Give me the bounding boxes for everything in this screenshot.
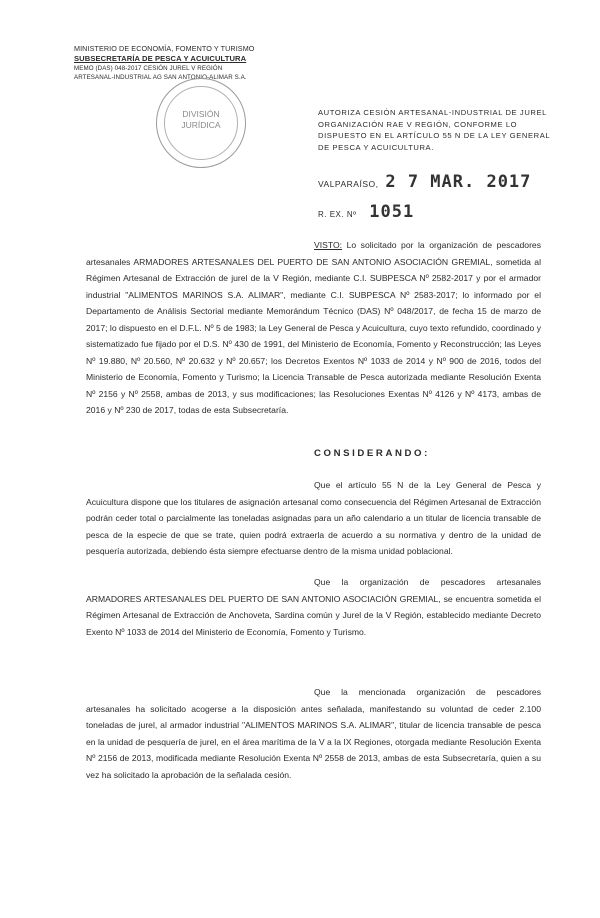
memo-subject: ARTESANAL-INDUSTRIAL AG SAN ANTONIO-ALIMAR S.A. (74, 74, 247, 81)
visto-label: VISTO: (314, 240, 343, 250)
legal-division-stamp (156, 78, 246, 168)
considerando-paragraph-1: Que el artículo 55 N de la Ley General de Pesca y Acuicultura dispone que los titulares de asignación artesanal como consecuencia del Régimen Artesanal de Extracción podrán ceder total o parcialmente las toneladas asignadas para un año calendario a un titular de licencia transable de pesca de la especie de que se trate, quien podrá extraerla de acuerdo a su normativa y dentro de la unidad de pesquería autorizada, debiendo ésta siempre efectuarse dentro de la misma unidad poblacional. (86, 480, 541, 556)
considerando-paragraph-2: Que la organización de pescadores artesanales ARMADORES ARTESANALES DEL PUERTO DE SAN ANTONIO ASOCIACIÓN GREMIAL, se encuentra sometida el Régimen Artesanal de Extracción de Anchoveta, Sardina común y Jurel de la V Región, establecido mediante Decreto Exento Nº 1033 de 2014 del Ministerio de Economía, Fomento y Turismo. (86, 577, 541, 637)
ministry-name: MINISTERIO DE ECONOMÍA, FOMENTO Y TURISMO (74, 44, 255, 53)
memo-reference: MEMO (DAS) 048-2017 CESIÓN JUREL V REGIÓN (74, 65, 223, 72)
date-label: VALPARAÍSO, (318, 179, 379, 189)
visto-text: Lo solicitado por la organización de pescadores artesanales ARMADORES ARTESANALES DEL PUERTO DE SAN ANTONIO ASOCIACIÓN GREMIAL, sometida al Régimen Artesanal de Extracción de jurel de la V Región, mediante C.I. SUBPESCA Nº 2582-2017 y por el armador industrial "ALIMENTOS MARINOS S.A. ALIMAR", mediante C.I. SUBPESCA Nº 2583-2017; lo informado por el Departamento de Análisis Sectorial mediante Memorándum Técnico (DAS) Nº 048/2017, de fecha 15 de marzo de 2017; lo dispuesto en el D.F.L. Nº 5 de 1983; la Ley General de Pesca y Acuicultura, cuyo texto refundido, coordinado y sistematizado fue fijado por el D.S. Nº 430 de 1991, del Ministerio de Economía, Fomento y Reconstrucción; las Leyes Nº 19.880, Nº 20.560, Nº 20.632 y Nº 20.657; los Decretos Exentos Nº 1033 de 2014 y Nº 900 de 2016, todos del Ministerio de Economía, Fomento y Turismo; la Licencia Transable de Pesca autorizada mediante Resolución Exenta Nº 2156 y Nº 2558, ambas de 2013, y sus modificaciones; las Resoluciones Exentas Nº 4126 y Nº 4173, ambas de 2016 y Nº 230 de 2017, todas de esta Subsecretaría. (86, 240, 542, 415)
letterhead (74, 44, 314, 82)
resolution-reference: AUTORIZA CESIÓN ARTESANAL-INDUSTRIAL DE JUREL ORGANIZACIÓN RAE V REGIÓN, CONFORME LO DISPUESTO EN EL ARTÍCULO 55 N DE LA LEY GENERAL DE PESCA Y ACUICULTURA. (318, 108, 550, 152)
subsecretariat-name: SUBSECRETARÍA DE PESCA Y ACUICULTURA (74, 54, 247, 63)
stamp-line-1: DIVISIÓN (182, 109, 220, 119)
resolution-number: 1051 (369, 202, 415, 222)
considerando-paragraph-3: Que la mencionada organización de pescadores artesanales ha solicitado acogerse a la disposición antes señalada, manifestando su voluntad de ceder 2.100 toneladas de jurel, al armador industrial "ALIMENTOS MARINOS S.A. ALIMAR", titular de licencia transable de pesca en la unidad de pesquería de jurel, en el área marítima de la V a la IX Regiones, otorgada mediante Resolución Exenta Nº 2156 de 2013, modificada mediante Resolución Exenta Nº 2558 de 2013, ambas de esta Subsecretaría, quien a su vez ha solicitado la aprobación de la señalada cesión. (86, 687, 541, 780)
resolution-number-label: R. EX. Nº (318, 210, 357, 219)
visto-paragraph (86, 237, 541, 419)
stamp-line-2: JURÍDICA (181, 120, 221, 130)
considerando-heading: CONSIDERANDO: (314, 448, 430, 459)
date-stamp: 2 7 MAR. 2017 (385, 172, 532, 192)
resolution-number-line (318, 202, 414, 222)
date-line (318, 172, 531, 192)
